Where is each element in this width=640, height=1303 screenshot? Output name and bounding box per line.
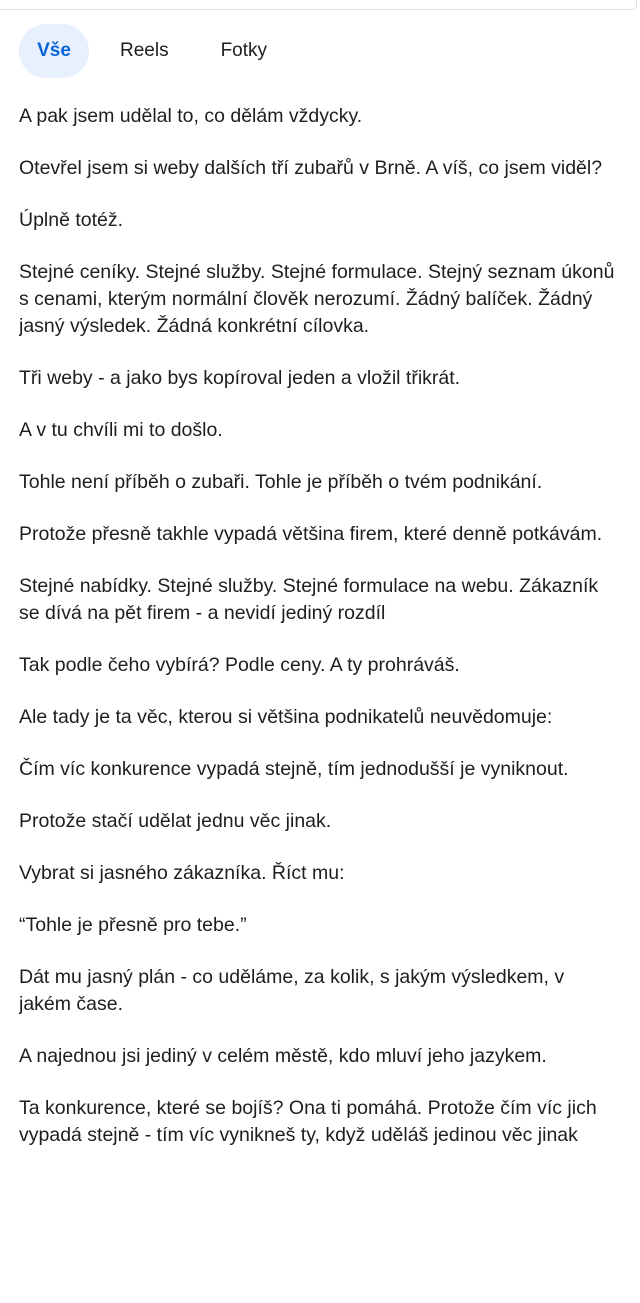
post-paragraph: A pak jsem udělal to, co dělám vždycky. <box>19 105 363 127</box>
post-paragraph: Dát mu jasný plán - co uděláme, za kolik, s jakým výsledkem, v jakém čase. <box>19 966 565 1015</box>
post-paragraph: Tak podle čeho vybírá? Podle ceny. A ty prohráváš. <box>19 654 460 676</box>
post-paragraph: Tohle není příběh o zubaři. Tohle je příběh o tvém podnikání. <box>19 471 543 493</box>
filter-tabs <box>19 24 267 78</box>
post-text <box>19 103 621 1266</box>
post-paragraph: Čím víc konkurence vypadá stejně, tím jednodušší je vyniknout. <box>19 758 569 780</box>
tab-photos[interactable]: Fotky <box>220 40 268 61</box>
post-paragraph: A v tu chvíli mi to došlo. <box>19 419 223 441</box>
post-paragraph: Ta konkurence, které se bojíš? Ona ti pomáhá. Protože čím víc jich vypadá stejně - tím víc vynikneš ty, když uděláš jedinou věc jinak <box>19 1097 597 1146</box>
post-paragraph: Tři weby - a jako bys kopíroval jeden a vložil třikrát. <box>19 367 461 389</box>
post-paragraph: Stejné nabídky. Stejné služby. Stejné formulace na webu. Zákazník se dívá na pět firem - a nevidí jediný rozdíl <box>19 575 599 624</box>
top-divider <box>0 0 637 10</box>
post-paragraph: Úplně totéž. <box>19 209 124 231</box>
tab-reels[interactable]: Reels <box>120 40 169 61</box>
post-paragraph: Ale tady je ta věc, kterou si většina podnikatelů neuvědomuje: <box>19 706 553 728</box>
post-paragraph: Protože přesně takhle vypadá většina firem, které denně potkávám. <box>19 523 603 545</box>
post-paragraph: Otevřel jsem si weby dalších tří zubařů v Brně. A víš, co jsem viděl? <box>19 157 603 179</box>
post-paragraph: A najednou jsi jediný v celém městě, kdo mluví jeho jazykem. <box>19 1045 547 1067</box>
tab-all[interactable]: Vše <box>19 24 89 78</box>
post-paragraph: Stejné ceníky. Stejné služby. Stejné formulace. Stejný seznam úkonů s cenami, kterým normální člověk nerozumí. Žádný balíček. Žádný jasný výsledek. Žádná konkrétní cílovka. <box>19 261 615 337</box>
post-paragraph: Protože stačí udělat jednu věc jinak. <box>19 810 332 832</box>
post-paragraph: Vybrat si jasného zákazníka. Říct mu: <box>19 862 345 884</box>
post-paragraph: “Tohle je přesně pro tebe.” <box>19 914 247 936</box>
